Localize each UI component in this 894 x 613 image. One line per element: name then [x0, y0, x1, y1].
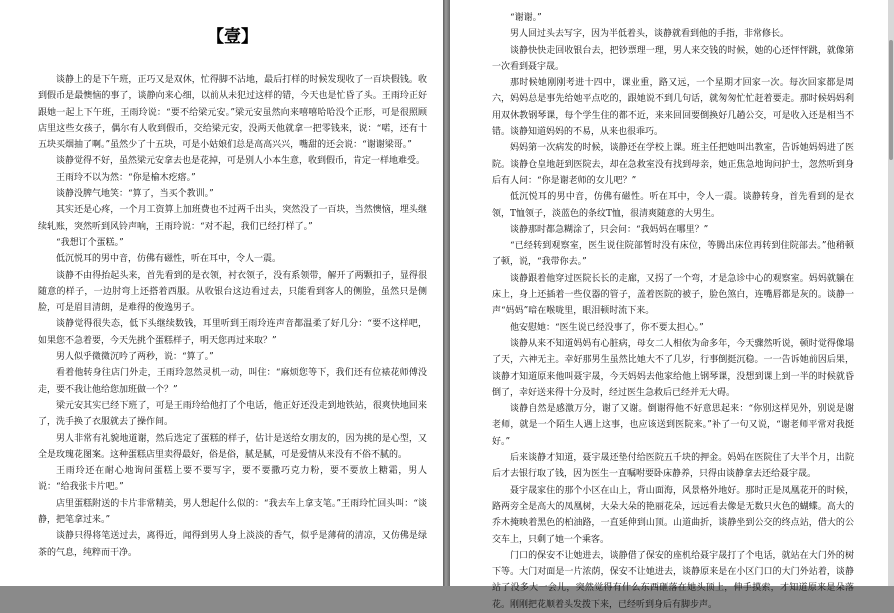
paragraph: 王雨玲不以为然：“你是榆木疙瘩。”: [56, 172, 196, 183]
paragraph: 看着他转身往店门外走，王雨玲忽然灵机一动，叫住：“麻烦您等下，我们还有位裱花师傅没走，要不我让他给您加班做一个？”: [38, 368, 427, 395]
paragraph: 谈静觉得很失态，低下头继续数钱，耳里听到王雨玲连声音都温柔了好几分：“要不这样吧，如果您不急着要，今天先挑个蛋糕样子，明天您再过来取？”: [38, 319, 427, 346]
paragraph: 他安慰她：“医生说已经没事了，你不要太担心。”: [510, 322, 704, 333]
right-page-body: [492, 10, 854, 613]
paragraph: 王雨玲还在耐心地询问蛋糕上要不要写字，要不要撒巧克力粉，要不要放上糖霜，男人说：“给我张卡片吧。”: [38, 466, 427, 493]
left-page: [0, 0, 443, 586]
scrollbar-thumb[interactable]: [889, 40, 893, 160]
paragraph: 男人似乎微微沉吟了两秒，说：“算了。”: [56, 352, 214, 363]
paragraph: 低沉悦耳的男中音，仿佛有磁性。听在耳中，令人一震。谈静转身，首先看到的是衣领，T恤领子，淡蓝色的条纹T恤，很清爽随意的大男生。: [492, 192, 854, 219]
paragraph: 男人非常有礼貌地道谢，然后选定了蛋糕的样子，估计是送给女朋友的，因为挑的是心型，又全是玫瑰花图案。这种蛋糕店里卖得最好，俗是俗，腻是腻，可是爱情从来没有不俗不腻的。: [38, 433, 427, 460]
paragraph: 店里蛋糕附送的卡片非常精美，男人想起什么似的：“我去车上拿支笔。”王雨玲忙回头叫：“谈静，把笔拿过来。”: [38, 498, 427, 526]
paragraph: 门口的保安不让她进去，谈静借了保安的座机给聂宇晟打了个电话，就站在大门外的树下等。大门对面是一片浓荫，保安不让她进去，谈静原来是在小区门口的大门外站着，谈静站了没多大一会儿，突然觉得有什么东西砸落在她头顶上，伸手摸索，才知道原来是朵落花。刚刚把花顺着头发拨下来，已经听到身后有脚步声。: [492, 550, 854, 610]
paragraph: “已经转到观察室，医生说住院部暂时没有床位，等腾出床位再转到住院部去。”他稍顿了顿，说，“我带你去。”: [492, 241, 854, 268]
paragraph: “我想订个蛋糕。”: [56, 237, 124, 248]
paragraph: 谈静没脾气地笑：“算了，当买个教训。”: [56, 189, 214, 200]
paragraph: 谈静上的是下午班，正巧又是双休，忙得脚不沾地，最后打样的时候发现收了一百块假钱。收到假币是最懊恼的事了，谈静向来心细，以前从未犯过这样的错，今天也是忙昏了头。王雨玲正好跟她一起上下午班，王雨玲说：“要不给梁元安。”梁元安虽然向来嘻嘻哈哈没个正形，可是很照顾店里这些女孩子，偶尔有人收到假币，交给梁元安，没两天他就拿一把零钱来，说：“喏，还有十五块买烟抽了啊。”虽然少了十五块，可是小姑娘们总是高高兴兴，嘴甜的还会说：“谢谢梁哥。”: [38, 75, 427, 151]
paragraph: 男人回过头去写字，因为半低着头，谈静就看到他的手指，非常修长。: [510, 29, 790, 40]
chapter-title: 【壹】: [207, 27, 258, 47]
paragraph: 那时候她刚刚考进十四中，课业重，路又远，一个星期才回家一次。每次回家都是周六，妈妈总是事先给她平点吃的，跟她说不到几句话，就匆匆忙忙赶着要走。那时候妈妈利用双休教钢琴课，每个学生住的都不近，来来回回要倒换好几趟公交，可是收入还是相当不错。谈静知道妈妈的不易，从来也很乖巧。: [492, 78, 854, 138]
paragraph: 谈静只得将笔送过去，离得近，闻得到男人身上淡淡的香气，似乎是薄荷的清凉，又仿佛是绿茶的气息，纯粹而干净。: [38, 531, 427, 558]
paragraph: 谈静觉得不好，虽然梁元安拿去也是花掉，可是别人小本生意，收到假币，肯定一样地难受。: [56, 156, 426, 167]
paragraph: 梁元安其实已经下班了，可是王雨玲给他打了个电话，他正好还没走到地铁站，很爽快地回来了，洗手换了衣服就去了操作间。: [38, 400, 427, 428]
paragraph: 谈静快快走回收银台去，把钞票理一理，男人来交钱的时候，她的心还怦怦跳，就像第一次看到聂宇晟。: [492, 45, 854, 72]
paragraph: 谈静那时都急糊涂了，只会问：“我妈妈在哪里？”: [510, 224, 709, 235]
paragraph: 低沉悦耳的男中音，仿佛有磁性，听在耳中，令人一震。: [56, 254, 282, 265]
paragraph: “谢谢。”: [510, 13, 542, 23]
paragraph: 聂宇晟家住的那个小区在山上，背山面海，风景格外地好。那时正是凤凰花开的时候，路两旁全是高大的凤凰树，大朵大朵的艳丽花朵，远远看去像是无数只火色的蝴蝶。高大的乔木掩映着黑色的柏油路，一直延伸到山顶。山道曲折，谈静坐到公交的终点站，借大的公交车上，只剩了她一个乘客。: [492, 485, 854, 545]
paragraph: 谈静跟着他穿过医院长长的走廊，又拐了一个弯，才是急诊中心的观察室。妈妈就躺在床上，身上还插着一些仪器的管子，盖着医院的被子，脸色煞白，连嘴唇都是灰的。谈静一声“妈妈”喑在喉咙里，眼泪顿时流下来。: [492, 273, 854, 317]
scrollbar[interactable]: [888, 0, 894, 586]
paragraph: 谈静从来不知道妈妈有心脏病，母女二人相依为命多年，今天骤然听说，顿时觉得像塌了天，六神无主。幸好那男生虽然比她大不了几岁，行事倒挺沉稳。一一告诉她前因后果，谈静才知道原来他叫聂宇晟，今天妈妈去他家给他上钢琴课，没想到课上到一半的时候就昏倒了，幸好送来得十分及时，经过医生急救后已经并无大碍。: [492, 338, 854, 398]
page-gutter: [443, 0, 450, 586]
paragraph: 后来谈静才知道，聂宇晟还垫付给医院五千块的押金。妈妈在医院住了大半个月，出院后才去银行取了钱，因为医生一直嘱咐要卧床静养，只得由谈静拿去还给聂宇晟。: [492, 453, 854, 480]
left-page-body: [38, 72, 427, 561]
paragraph: 谈静自然是感激万分，谢了又谢。倒谢得他不好意思起来：“你别这样见外，别说是谢老师，就是一个陌生人遇上这事，也应该送到医院来。”补了一句又说，“谢老师平常对我挺好。”: [492, 404, 854, 447]
right-page: [450, 0, 894, 610]
paragraph: 谈静不由得抬起头来，首先看到的是衣领，衬衣领子，没有系领带，解开了两颗扣子，显得很随意的样子，一边肘弯上还搭着西服。从收银台这边看过去，只能看到客人的侧脸，虽然只是侧脸，可是眉目清朗，是难得的俊逸男子。: [38, 270, 427, 314]
paragraph: 其实还是心疼，一个月工资算上加班费也不过两千出头，突然没了一百块，当然懊恼，埋头继续轧账，突然听到风铃声响，王雨玲说：“对不起，我们已经打样了。”: [38, 205, 427, 232]
paragraph: 妈妈第一次病发的时候，谈静还在学校上课。班主任把她叫出教室，告诉她妈妈进了医院。谈静仓皇地赶到医院去，却在急救室没有找到母亲，她正焦急地询问护士，忽然听到身后有人问：“你是谢老师的女儿吧？”: [492, 143, 854, 186]
